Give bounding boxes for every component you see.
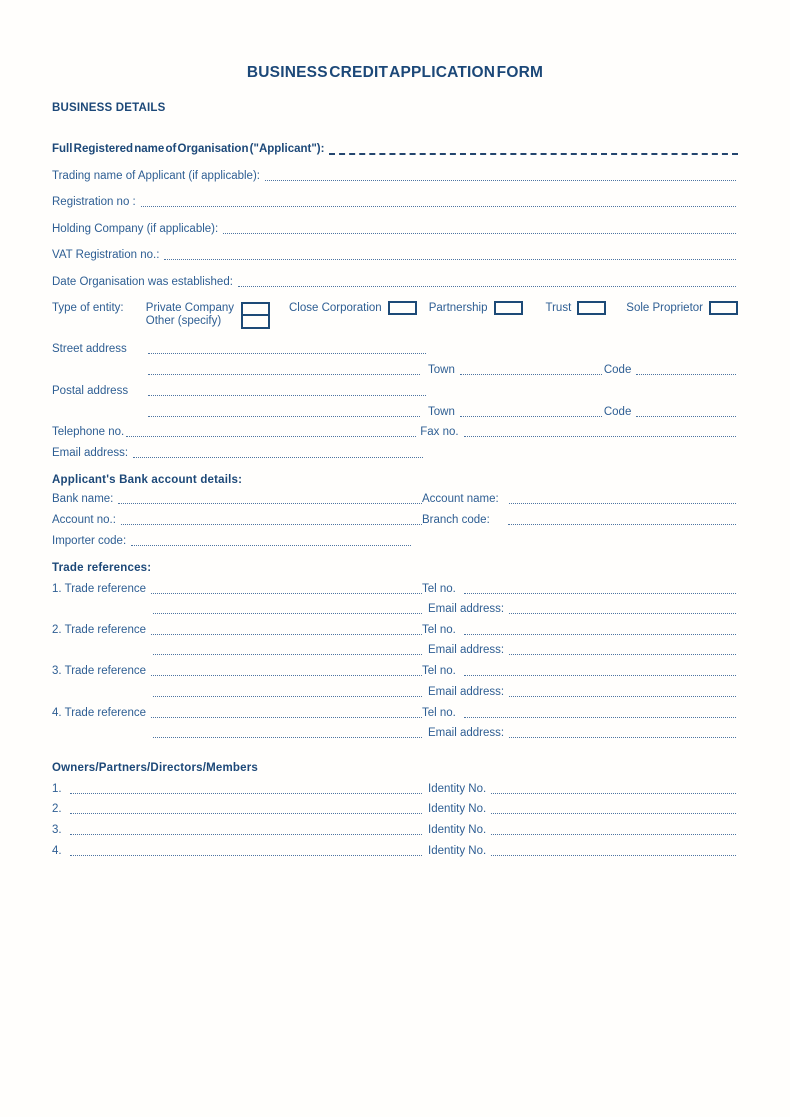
input-line-identity-no-1[interactable] <box>491 791 736 794</box>
label-street-address: Street address <box>52 343 127 355</box>
label-bank-name: Bank name: <box>52 493 114 505</box>
owner-number: 4. <box>52 845 62 857</box>
label-tel-no: Tel no. <box>422 707 456 719</box>
label-identity-no: Identity No. <box>428 845 487 857</box>
trade-reference-row <box>52 665 738 678</box>
owner-number: 2. <box>52 803 62 815</box>
label-trade-reference: Trade reference <box>64 665 146 677</box>
input-line-importer-code[interactable] <box>131 543 411 546</box>
field-row-postal-address <box>52 385 738 398</box>
trade-reference-email-row <box>52 603 738 616</box>
form-title: BUSINESS CREDIT APPLICATION FORM <box>246 64 544 81</box>
input-line-email-address[interactable] <box>133 455 423 458</box>
input-line-trade-reference-1b[interactable] <box>153 611 422 614</box>
label-identity-no: Identity No. <box>428 824 487 836</box>
trade-reference-number: 3. <box>52 665 62 677</box>
label-trade-email: Email address: <box>428 686 505 698</box>
owner-number: 1. <box>52 783 62 795</box>
input-line-account-name[interactable] <box>509 501 736 504</box>
label-street-code: Code <box>603 364 632 376</box>
input-line-trade-tel-2[interactable] <box>464 632 736 635</box>
label-tel-no: Tel no. <box>422 665 456 677</box>
label-full-registered-name: Full Registered name of Organisation ("Applicant"): <box>52 143 325 155</box>
input-line-telephone-no[interactable] <box>126 434 416 437</box>
label-private-company: Private Company <box>145 302 234 314</box>
entity-option-sole-proprietor <box>626 302 738 315</box>
field-row-full-registered-name <box>52 143 738 156</box>
checkbox-trust[interactable] <box>577 301 606 315</box>
input-line-identity-no-3[interactable] <box>491 832 736 835</box>
trade-reference-email-row <box>52 727 738 740</box>
input-line-trade-reference-4[interactable] <box>151 715 422 718</box>
input-line-registration-no[interactable] <box>141 204 736 207</box>
owner-row <box>52 824 738 837</box>
trade-reference-email-row <box>52 686 738 699</box>
label-identity-no: Identity No. <box>428 803 487 815</box>
input-line-trade-tel-1[interactable] <box>464 591 736 594</box>
account-no-cell <box>52 514 422 527</box>
input-line-fax-no[interactable] <box>464 434 736 437</box>
label-fax-no: Fax no. <box>420 426 459 438</box>
type-of-entity-row <box>52 302 738 329</box>
input-line-identity-no-4[interactable] <box>491 853 736 856</box>
field-row-telephone-fax <box>52 426 738 439</box>
field-row-bank-name-account-name <box>52 493 738 506</box>
trade-reference-row <box>52 707 738 720</box>
input-line-trade-reference-1[interactable] <box>151 591 422 594</box>
section-heading-business-details: BUSINESS DETAILS <box>52 102 166 114</box>
owner-row <box>52 845 738 858</box>
field-row-date-established <box>52 276 738 289</box>
trade-reference-number: 4. <box>52 707 62 719</box>
field-row-street-town-code <box>52 364 738 377</box>
label-telephone-no: Telephone no. <box>52 426 125 438</box>
checkbox-sole-proprietor[interactable] <box>709 301 738 315</box>
field-row-account-no-branch-code <box>52 514 738 527</box>
label-tel-no: Tel no. <box>422 583 456 595</box>
input-line-postal-address-2[interactable] <box>148 414 420 417</box>
account-name-cell <box>422 493 738 506</box>
input-line-trade-reference-2b[interactable] <box>153 652 422 655</box>
label-trade-email: Email address: <box>428 727 505 739</box>
label-registration-no: Registration no : <box>52 196 136 208</box>
input-line-trade-tel-4[interactable] <box>464 715 736 718</box>
input-line-street-address-2[interactable] <box>148 372 420 375</box>
trade-reference-row <box>52 624 738 637</box>
entity-option-private-company-group <box>146 302 270 329</box>
field-row-importer-code <box>52 535 738 548</box>
label-postal-address: Postal address <box>52 385 129 397</box>
checkbox-other-specify[interactable] <box>241 314 270 329</box>
input-line-trade-tel-3[interactable] <box>464 673 736 676</box>
label-trust: Trust <box>545 302 572 314</box>
section-heading-owners: Owners/Partners/Directors/Members <box>52 762 259 774</box>
label-vat-registration-no: VAT Registration no.: <box>52 249 160 261</box>
entity-option-partnership <box>429 302 523 315</box>
field-row-email-address <box>52 447 738 460</box>
trade-reference-number: 1. <box>52 583 62 595</box>
input-line-trade-reference-2[interactable] <box>151 632 422 635</box>
entity-option-trust <box>546 302 607 315</box>
checkbox-partnership[interactable] <box>494 301 523 315</box>
branch-code-cell <box>422 514 738 527</box>
label-trade-reference: Trade reference <box>64 707 146 719</box>
label-branch-code: Branch code: <box>422 514 490 526</box>
label-account-name: Account name: <box>422 493 499 505</box>
entity-option-close-corporation <box>289 302 417 315</box>
owner-row <box>52 783 738 796</box>
bank-name-cell <box>52 493 422 506</box>
input-line-postal-address-1[interactable] <box>148 393 426 396</box>
section-heading-bank-details: Applicant's Bank account details: <box>52 474 243 486</box>
label-postal-town: Town <box>428 406 455 418</box>
label-date-established: Date Organisation was established: <box>52 276 233 288</box>
input-line-account-no[interactable] <box>121 522 422 525</box>
field-row-postal-town-code <box>52 406 738 419</box>
input-line-street-address-1[interactable] <box>148 351 426 354</box>
input-line-trade-email-4[interactable] <box>509 735 736 738</box>
label-trade-reference: Trade reference <box>64 624 146 636</box>
input-line-owner-name-3[interactable] <box>70 832 422 835</box>
entity-first-labels <box>146 302 234 328</box>
entity-first-boxes <box>241 302 270 329</box>
label-sole-proprietor: Sole Proprietor <box>626 302 703 314</box>
input-line-trade-email-2[interactable] <box>509 652 736 655</box>
field-row-trading-name <box>52 170 738 183</box>
trade-reference-row <box>52 583 738 596</box>
input-line-trading-name[interactable] <box>265 178 736 181</box>
label-trade-email: Email address: <box>428 603 505 615</box>
label-postal-code: Code <box>603 406 632 418</box>
checkbox-close-corporation[interactable] <box>388 301 417 315</box>
owner-number: 3. <box>52 824 62 836</box>
label-importer-code: Importer code: <box>52 535 127 547</box>
input-line-owner-name-2[interactable] <box>70 811 422 814</box>
input-line-street-code[interactable] <box>636 372 736 375</box>
input-line-owner-name-1[interactable] <box>70 791 422 794</box>
label-street-town: Town <box>428 364 455 376</box>
label-account-no: Account no.: <box>52 514 116 526</box>
input-line-postal-town[interactable] <box>460 414 602 417</box>
input-line-trade-reference-3b[interactable] <box>153 694 422 697</box>
field-row-holding-company <box>52 223 738 236</box>
input-line-trade-email-1[interactable] <box>509 611 736 614</box>
field-row-street-address <box>52 343 738 356</box>
section-heading-trade-references: Trade references: <box>52 562 152 574</box>
label-identity-no: Identity No. <box>428 783 487 795</box>
label-partnership: Partnership <box>428 302 488 314</box>
label-email-address: Email address: <box>52 447 129 459</box>
input-line-trade-reference-4b[interactable] <box>153 735 422 738</box>
owner-row <box>52 803 738 816</box>
field-row-vat-registration-no <box>52 249 738 262</box>
trade-reference-number: 2. <box>52 624 62 636</box>
input-line-identity-no-2[interactable] <box>491 811 736 814</box>
input-line-trade-email-3[interactable] <box>509 694 736 697</box>
label-trade-email: Email address: <box>428 644 505 656</box>
input-line-date-established[interactable] <box>238 284 736 287</box>
field-row-registration-no <box>52 196 738 209</box>
label-type-of-entity: Type of entity: <box>52 302 124 314</box>
label-tel-no: Tel no. <box>422 624 456 636</box>
input-line-holding-company[interactable] <box>223 231 736 234</box>
label-trading-name: Trading name of Applicant (if applicable): <box>52 170 260 182</box>
label-other-specify: Other (specify) <box>145 315 222 327</box>
input-line-postal-code[interactable] <box>636 414 736 417</box>
input-line-vat-registration-no[interactable] <box>164 257 736 260</box>
input-line-bank-name[interactable] <box>118 501 422 504</box>
label-holding-company: Holding Company (if applicable): <box>52 223 219 235</box>
label-close-corporation: Close Corporation <box>289 302 382 314</box>
form-content <box>52 0 738 858</box>
label-trade-reference: Trade reference <box>64 583 146 595</box>
input-line-branch-code[interactable] <box>508 522 736 525</box>
input-line-trade-reference-3[interactable] <box>151 673 422 676</box>
trade-reference-email-row <box>52 644 738 657</box>
input-line-owner-name-4[interactable] <box>70 853 422 856</box>
input-line-street-town[interactable] <box>460 372 602 375</box>
input-line-full-registered-name[interactable] <box>329 151 738 155</box>
